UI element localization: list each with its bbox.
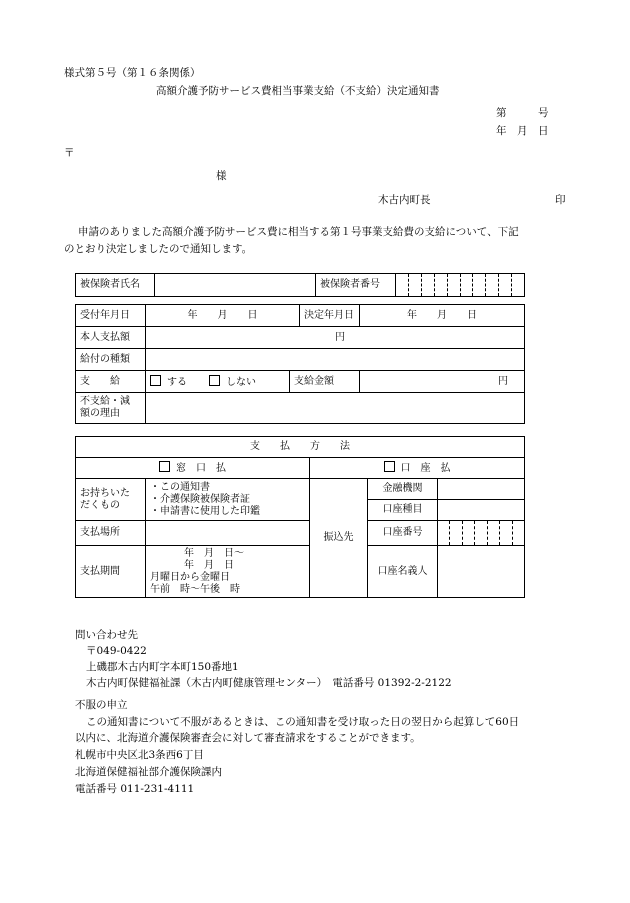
- payment-place-label: 支払場所: [76, 521, 146, 546]
- reason-label-line-2: 額の理由: [80, 408, 120, 419]
- payment-yes-label: する: [167, 376, 187, 388]
- seal-mark: 印: [555, 194, 566, 206]
- decision-date-field[interactable]: 年 月 日: [360, 305, 525, 327]
- contact-heading: 問い合わせ先: [75, 629, 138, 641]
- postal-mark: 〒: [64, 147, 75, 159]
- benefit-type-label: 給付の種類: [76, 349, 146, 371]
- document-date-label: 年 月 日: [496, 125, 549, 137]
- self-pay-field[interactable]: [146, 327, 525, 349]
- window-payment-checkbox[interactable]: [159, 461, 170, 472]
- insured-number-field[interactable]: [396, 274, 525, 297]
- bank-label: 金融機関: [368, 479, 438, 500]
- insured-name-label: 被保険者氏名: [76, 274, 155, 297]
- account-payment-label: 口 座 払: [400, 463, 451, 474]
- insured-name-field[interactable]: [155, 274, 316, 297]
- insured-table: [75, 273, 525, 297]
- payment-yes-checkbox[interactable]: [150, 375, 161, 386]
- benefit-type-field[interactable]: [146, 349, 525, 371]
- payment-period-field[interactable]: [146, 546, 310, 598]
- payment-method-table: [75, 436, 525, 598]
- payment-period-label: 支払期間: [76, 546, 146, 598]
- payment-no-checkbox[interactable]: [209, 375, 220, 386]
- appeal-phone: 電話番号 011-231-4111: [75, 783, 195, 795]
- appeal-heading: 不服の申立: [75, 699, 128, 711]
- reason-field[interactable]: [146, 393, 525, 424]
- self-pay-label: 本人支払額: [76, 327, 146, 349]
- self-pay-unit: 円: [335, 331, 345, 343]
- amount-label: 支給金額: [290, 371, 360, 393]
- bring-items-label: [76, 479, 146, 521]
- bring-item: ・この通知書: [150, 481, 210, 493]
- insured-number-label: 被保険者番号: [316, 274, 396, 297]
- bring-item: ・申請書に使用した印鑑: [150, 505, 260, 517]
- intro-line-2: のとおり決定しましたので通知します。: [64, 243, 253, 255]
- period-line: 月曜日から金曜日: [150, 571, 230, 583]
- amount-field[interactable]: [360, 371, 525, 393]
- account-type-field[interactable]: [438, 500, 525, 521]
- contact-office: 木古内町保健福祉課（木古内町健康管理センター） 電話番号 01392-2-2122: [86, 677, 452, 689]
- account-number-label: 口座番号: [368, 521, 438, 546]
- recipient-suffix: 様: [216, 170, 227, 182]
- decision-date-label: 決定年月日: [300, 305, 360, 327]
- bring-items-label-line-2: だくもの: [80, 499, 120, 511]
- window-payment-option[interactable]: [76, 458, 310, 479]
- decision-table: [75, 304, 525, 424]
- bring-item: ・介護保険被保険者証: [150, 493, 250, 505]
- appeal-line-1: この通知書について不服があるときは、この通知書を受け取った日の翌日から起算して60日: [86, 716, 520, 728]
- account-holder-field[interactable]: [438, 546, 525, 598]
- account-number-field[interactable]: [438, 521, 525, 546]
- contact-address: 上磯郡木古内町字本町150番地1: [86, 661, 239, 673]
- form-id: 様式第５号（第１６条関係）: [64, 67, 201, 79]
- issuer-name: 木古内町長: [378, 194, 431, 206]
- appeal-address: 札幌市中央区北3条西6丁目: [75, 749, 204, 761]
- payment-label: 支 給: [76, 371, 146, 393]
- document-number-label: 第 号: [496, 107, 549, 119]
- contact-postal: 〒049-0422: [86, 645, 147, 657]
- window-payment-label: 窓 口 払: [176, 463, 226, 474]
- amount-unit: 円: [498, 375, 509, 387]
- account-payment-checkbox[interactable]: [384, 461, 395, 472]
- account-holder-label: 口座名義人: [368, 546, 438, 598]
- payment-options: [146, 371, 290, 393]
- payment-method-header: 支 払 方 法: [76, 437, 525, 458]
- receipt-date-field[interactable]: 年 月 日: [146, 305, 300, 327]
- bank-field[interactable]: [438, 479, 525, 500]
- reason-label-line-1: 不支給・減: [80, 396, 130, 407]
- appeal-line-2: 以内に、北海道介護保険審査会に対して審査請求をすることができます。: [75, 732, 421, 744]
- period-line: 年 月 日: [184, 559, 234, 571]
- payment-place-field[interactable]: [146, 521, 310, 546]
- reason-label: [76, 393, 146, 424]
- payment-no-label: しない: [226, 376, 256, 388]
- period-line: 年 月 日～: [184, 547, 244, 559]
- account-payment-option[interactable]: [310, 458, 525, 479]
- receipt-date-label: 受付年月日: [76, 305, 146, 327]
- intro-line-1: 申請のありました高額介護予防サービス費に相当する第１号事業支給費の支給について、下記: [78, 226, 519, 238]
- bring-items-list: [146, 479, 310, 521]
- document-title: 高額介護予防サービス費相当事業支給（不支給）決定通知書: [156, 85, 440, 97]
- appeal-department: 北海道保健福祉部介護保険課内: [75, 766, 222, 778]
- transfer-label: 振込先: [310, 479, 368, 598]
- bring-items-label-line-1: お持ちいた: [80, 487, 130, 499]
- period-line: 午前 時～午後 時: [150, 583, 240, 595]
- account-type-label: 口座種目: [368, 500, 438, 521]
